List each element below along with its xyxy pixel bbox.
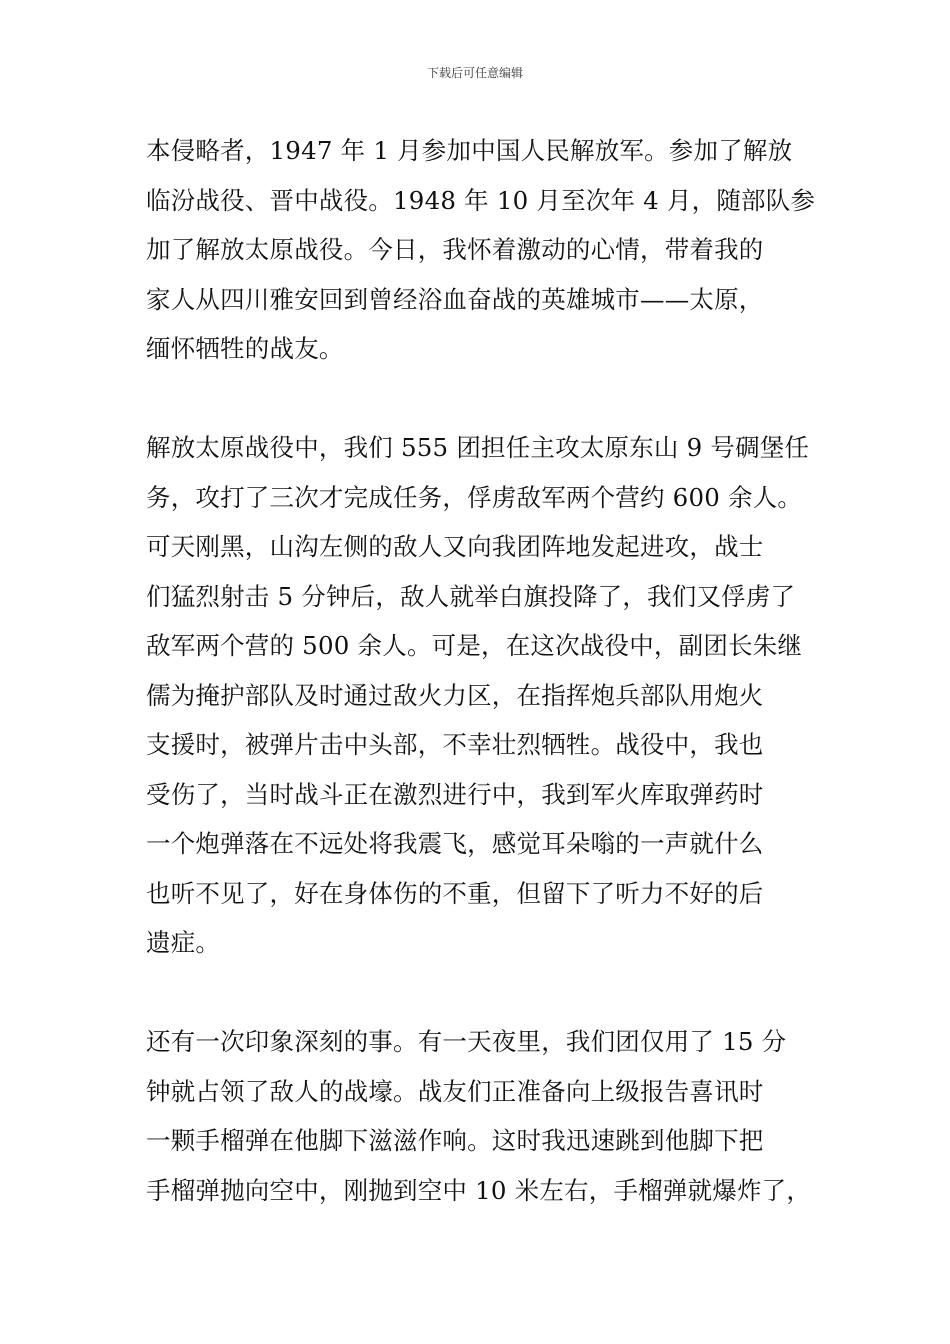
paragraph-1: [146, 126, 836, 374]
paragraph-line: 加了解放太原战役。今日，我怀着激动的心情，带着我的: [146, 235, 764, 264]
paragraph-spacer: [146, 374, 836, 424]
document-body: [146, 126, 836, 1215]
paragraph-line: 也听不见了，好在身体伤的不重，但留下了听力不好的后: [146, 878, 764, 908]
paragraph-line: 缅怀牺牲的战友。: [146, 334, 344, 363]
paragraph-line: 务，攻打了三次才完成任务，俘虏敌军两个营约 600 余人。: [146, 482, 803, 512]
paragraph-line: 一个炮弹落在不远处将我震飞，感觉耳朵嗡的一声就什么: [146, 829, 764, 858]
paragraph-line: 受伤了，当时战斗正在激烈进行中，我到军火库取弹药时: [146, 779, 764, 809]
paragraph-line: 遗症。: [146, 928, 221, 957]
paragraph-line: 手榴弹抛向空中，刚抛到空中 10 米左右，手榴弹就爆炸了，: [146, 1175, 812, 1205]
paragraph-line: 支援时，被弹片击中头部，不幸壮烈牺牲。战役中，我也: [146, 730, 764, 759]
paragraph-line: 钟就占领了敌人的战壕。战友们正准备向上级报告喜讯时: [146, 1076, 764, 1106]
paragraph-line: 家人从四川雅安回到曾经浴血奋战的英雄城市——太原，: [146, 284, 764, 314]
paragraph-line: 本侵略者，1947 年 1 月参加中国人民解放军。参加了解放: [146, 136, 793, 165]
paragraph-2: [146, 423, 836, 968]
paragraph-line: 们猛烈射击 5 分钟后，敌人就举白旗投降了，我们又俘虏了: [146, 581, 796, 611]
paragraph-spacer: [146, 968, 836, 1018]
paragraph-line: 临汾战役、晋中战役。1948 年 10 月至次年 4 月，随部队参: [146, 185, 816, 215]
paragraph-line: 可天刚黑，山沟左侧的敌人又向我团阵地发起进攻，战士: [146, 532, 764, 561]
paragraph-line: 一颗手榴弹在他脚下滋滋作响。这时我迅速跳到他脚下把: [146, 1126, 764, 1155]
paragraph-line: 解放太原战役中，我们 555 团担任主攻太原东山 9 号碉堡任: [146, 433, 810, 462]
paragraph-3: [146, 1017, 836, 1215]
paragraph-line: 儒为掩护部队及时通过敌火力区，在指挥炮兵部队用炮火: [146, 680, 764, 710]
page-header: 下载后可任意编辑: [426, 66, 523, 80]
paragraph-line: 敌军两个营的 500 余人。可是，在这次战役中，副团长朱继: [146, 631, 803, 660]
paragraph-line: 还有一次印象深刻的事。有一天夜里，我们团仅用了 15 分: [146, 1027, 787, 1056]
